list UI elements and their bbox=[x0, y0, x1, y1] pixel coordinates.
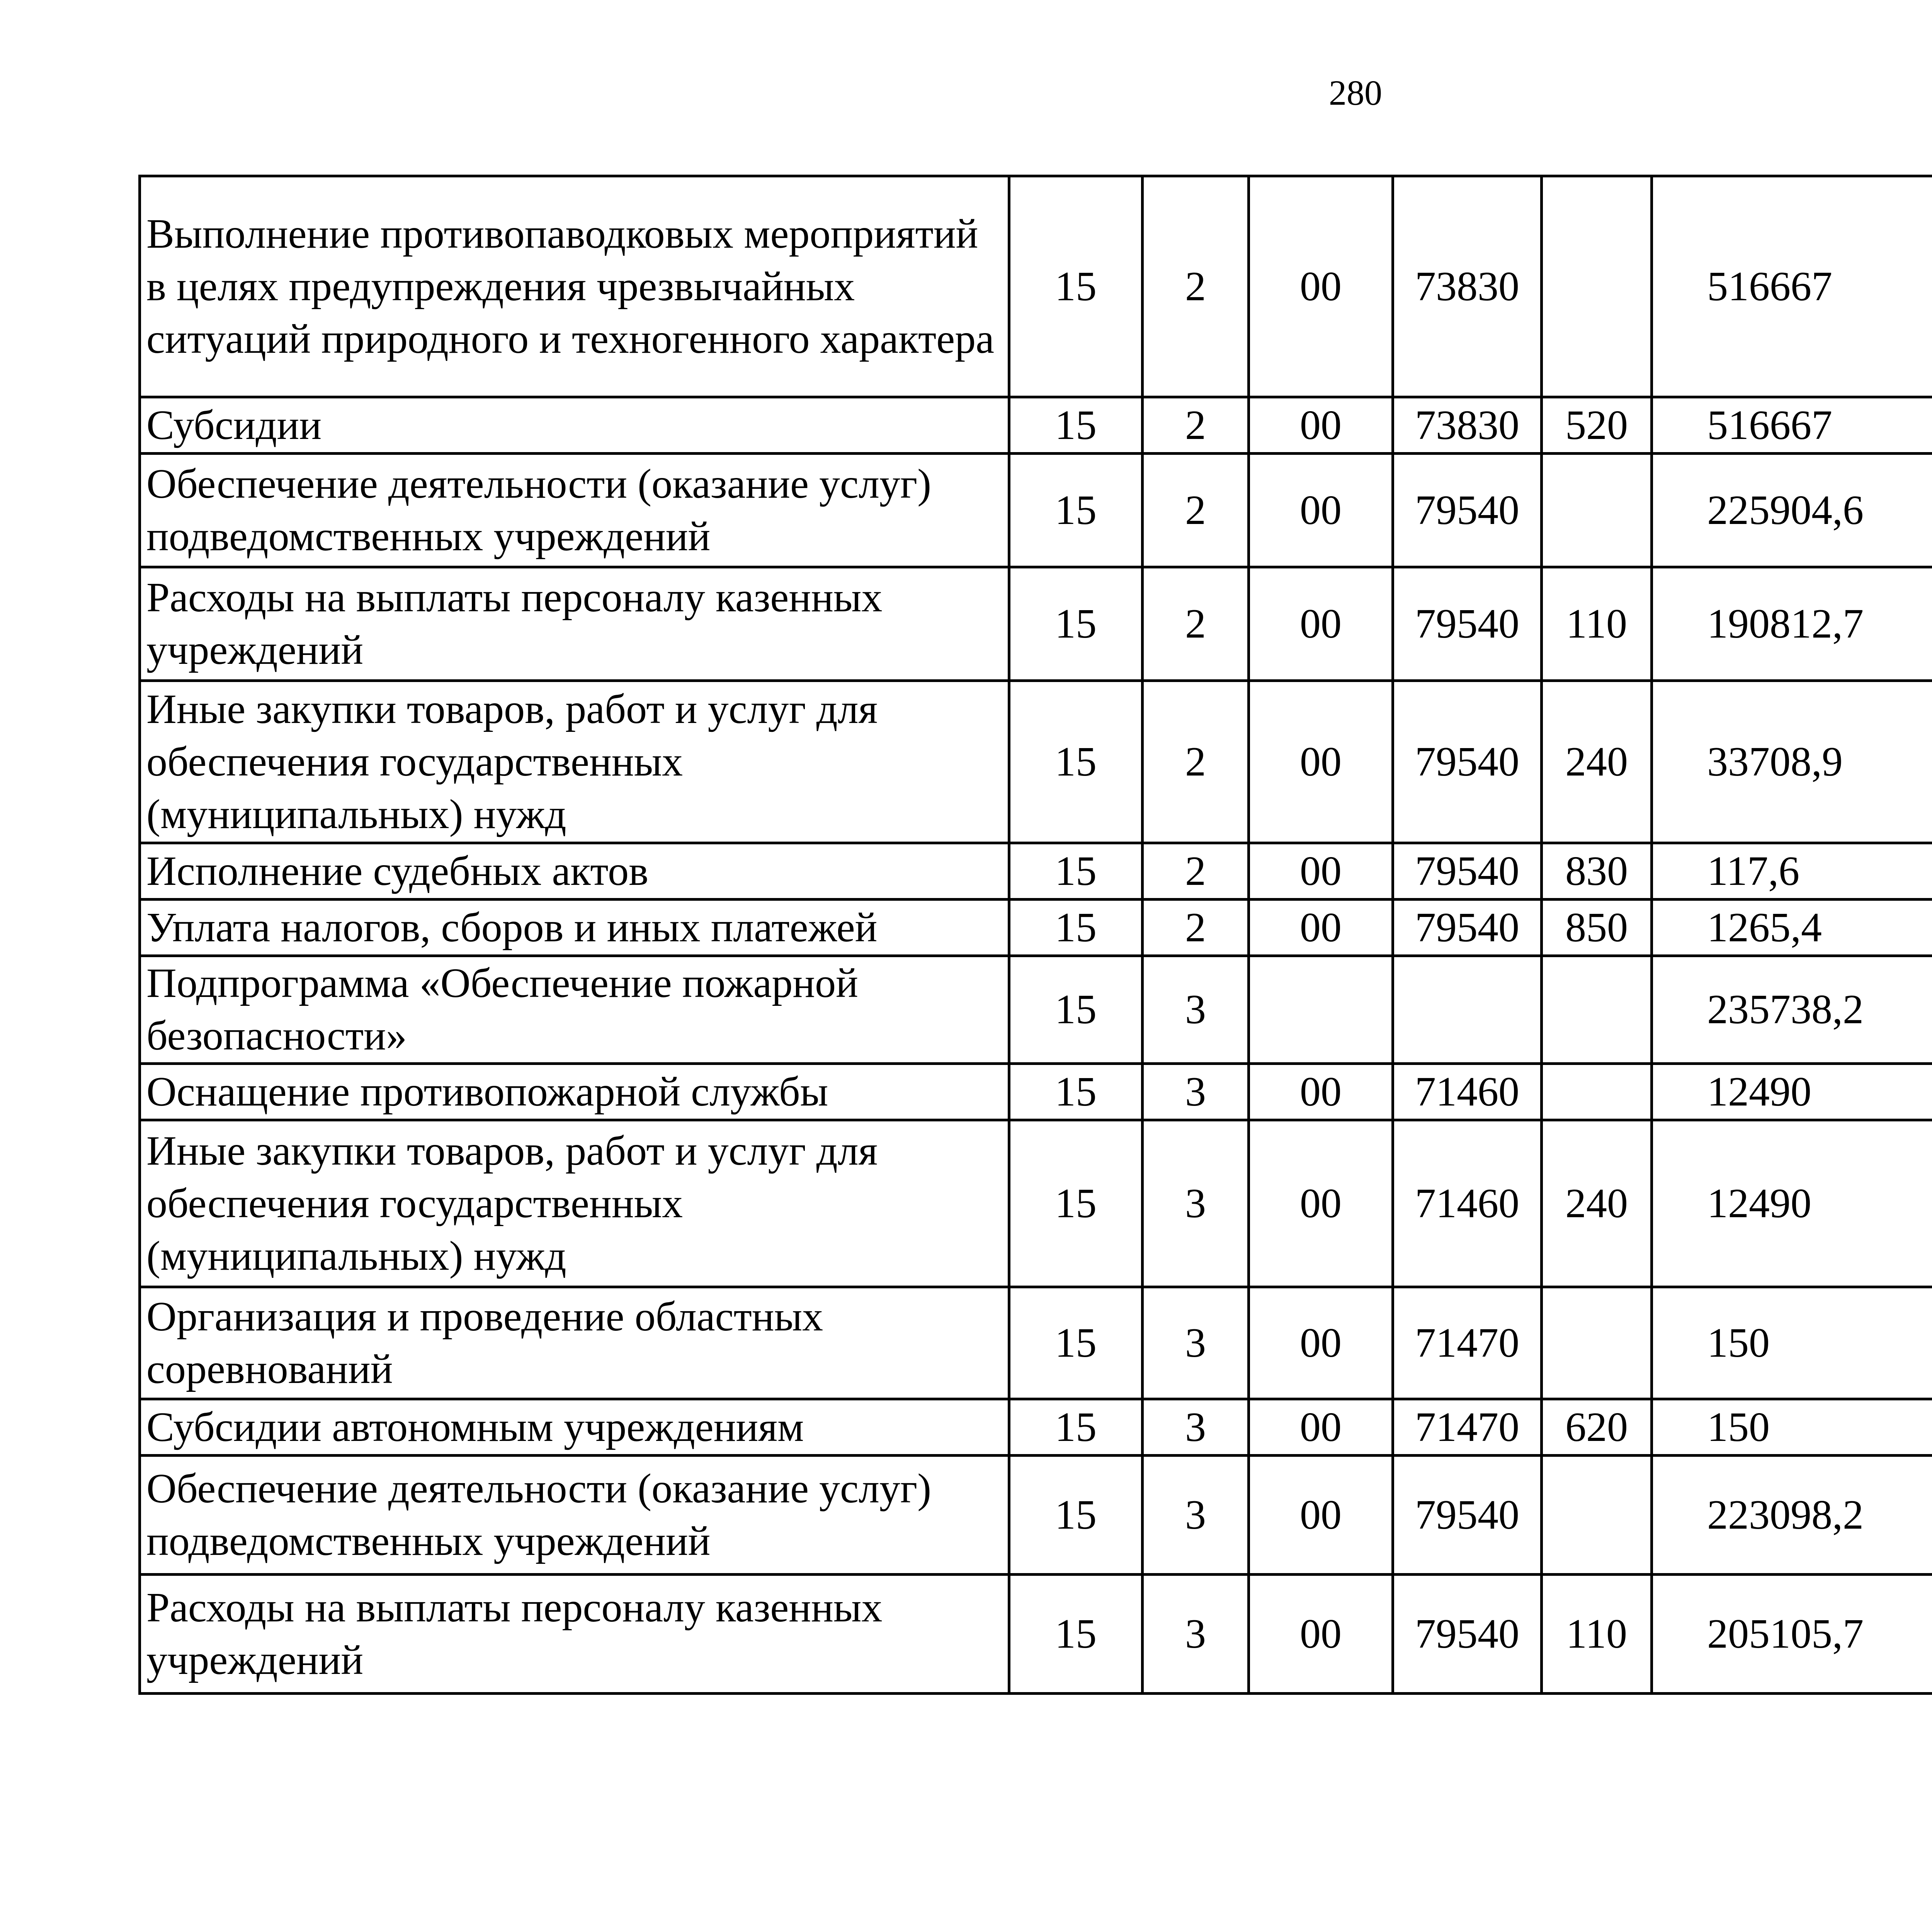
expense-code-cell: 71470 bbox=[1393, 1399, 1542, 1456]
expense-code-cell: 71470 bbox=[1393, 1287, 1542, 1399]
table-row bbox=[140, 1399, 1932, 1456]
expense-code-cell: 79540 bbox=[1393, 681, 1542, 843]
direction-code-cell: 00 bbox=[1249, 1287, 1393, 1399]
table-row bbox=[140, 1575, 1932, 1694]
direction-code-cell: 00 bbox=[1249, 1399, 1393, 1456]
subprogram-code-cell: 3 bbox=[1143, 956, 1249, 1064]
program-code-cell: 15 bbox=[1009, 1064, 1143, 1120]
amount-year-1-cell: 516667 bbox=[1652, 176, 1932, 397]
expense-type-cell bbox=[1542, 956, 1652, 1064]
expense-type-cell: 520 bbox=[1542, 397, 1652, 454]
program-code-cell: 15 bbox=[1009, 681, 1143, 843]
table-row bbox=[140, 1120, 1932, 1287]
program-code-cell: 15 bbox=[1009, 843, 1143, 900]
expense-code-cell: 79540 bbox=[1393, 1575, 1542, 1694]
program-code-cell: 15 bbox=[1009, 176, 1143, 397]
row-name-cell: Субсидии bbox=[140, 397, 1009, 454]
program-code-cell: 15 bbox=[1009, 1120, 1143, 1287]
direction-code-cell: 00 bbox=[1249, 176, 1393, 397]
row-name-cell: Оснащение противопожарной службы bbox=[140, 1064, 1009, 1120]
amount-year-1-cell: 117,6 bbox=[1652, 843, 1932, 900]
subprogram-code-cell: 2 bbox=[1143, 454, 1249, 567]
row-name-cell: Организация и проведение областных соревнований bbox=[140, 1287, 1009, 1399]
expense-type-cell: 850 bbox=[1542, 900, 1652, 956]
amount-year-1-cell: 205105,7 bbox=[1652, 1575, 1932, 1694]
table-body bbox=[140, 176, 1932, 1694]
row-name-cell: Обеспечение деятельности (оказание услуг) подведомственных учреждений bbox=[140, 454, 1009, 567]
direction-code-cell bbox=[1249, 956, 1393, 1064]
direction-code-cell: 00 bbox=[1249, 900, 1393, 956]
page-number: 280 bbox=[1329, 73, 1382, 112]
budget-table bbox=[138, 175, 1932, 1695]
program-code-cell: 15 bbox=[1009, 1287, 1143, 1399]
subprogram-code-cell: 2 bbox=[1143, 176, 1249, 397]
program-code-cell: 15 bbox=[1009, 1575, 1143, 1694]
direction-code-cell: 00 bbox=[1249, 1456, 1393, 1575]
expense-code-cell: 79540 bbox=[1393, 567, 1542, 681]
amount-year-1-cell: 223098,2 bbox=[1652, 1456, 1932, 1575]
amount-year-1-cell: 1265,4 bbox=[1652, 900, 1932, 956]
row-name-cell: Расходы на выплаты персоналу казенных учреждений bbox=[140, 1575, 1009, 1694]
table-row bbox=[140, 1287, 1932, 1399]
direction-code-cell: 00 bbox=[1249, 843, 1393, 900]
row-name-cell: Уплата налогов, сборов и иных платежей bbox=[140, 900, 1009, 956]
program-code-cell: 15 bbox=[1009, 900, 1143, 956]
table-row bbox=[140, 900, 1932, 956]
row-name-cell: Иные закупки товаров, работ и услуг для обеспечения государственных (муниципальных) нужд bbox=[140, 1120, 1009, 1287]
direction-code-cell: 00 bbox=[1249, 454, 1393, 567]
program-code-cell: 15 bbox=[1009, 567, 1143, 681]
subprogram-code-cell: 3 bbox=[1143, 1456, 1249, 1575]
amount-year-1-cell: 12490 bbox=[1652, 1120, 1932, 1287]
expense-type-cell bbox=[1542, 1287, 1652, 1399]
row-name-cell: Обеспечение деятельности (оказание услуг) подведомственных учреждений bbox=[140, 1456, 1009, 1575]
table-row bbox=[140, 1064, 1932, 1120]
subprogram-code-cell: 3 bbox=[1143, 1575, 1249, 1694]
expense-type-cell: 830 bbox=[1542, 843, 1652, 900]
expense-type-cell: 110 bbox=[1542, 567, 1652, 681]
row-name-cell: Подпрограмма «Обеспечение пожарной безопасности» bbox=[140, 956, 1009, 1064]
subprogram-code-cell: 2 bbox=[1143, 843, 1249, 900]
program-code-cell: 15 bbox=[1009, 1456, 1143, 1575]
subprogram-code-cell: 3 bbox=[1143, 1064, 1249, 1120]
expense-code-cell: 79540 bbox=[1393, 454, 1542, 567]
expense-code-cell: 73830 bbox=[1393, 176, 1542, 397]
direction-code-cell: 00 bbox=[1249, 1120, 1393, 1287]
row-name-cell: Исполнение судебных актов bbox=[140, 843, 1009, 900]
expense-code-cell: 71460 bbox=[1393, 1064, 1542, 1120]
direction-code-cell: 00 bbox=[1249, 397, 1393, 454]
row-name-cell: Иные закупки товаров, работ и услуг для обеспечения государственных (муниципальных) нужд bbox=[140, 681, 1009, 843]
program-code-cell: 15 bbox=[1009, 454, 1143, 567]
table-row bbox=[140, 397, 1932, 454]
table-row bbox=[140, 843, 1932, 900]
subprogram-code-cell: 3 bbox=[1143, 1399, 1249, 1456]
row-name-cell: Расходы на выплаты персоналу казенных учреждений bbox=[140, 567, 1009, 681]
program-code-cell: 15 bbox=[1009, 1399, 1143, 1456]
amount-year-1-cell: 235738,2 bbox=[1652, 956, 1932, 1064]
subprogram-code-cell: 2 bbox=[1143, 900, 1249, 956]
table-row bbox=[140, 176, 1932, 397]
amount-year-1-cell: 516667 bbox=[1652, 397, 1932, 454]
expense-code-cell: 79540 bbox=[1393, 843, 1542, 900]
direction-code-cell: 00 bbox=[1249, 681, 1393, 843]
row-name-cell: Субсидии автономным учреждениям bbox=[140, 1399, 1009, 1456]
amount-year-1-cell: 12490 bbox=[1652, 1064, 1932, 1120]
subprogram-code-cell: 3 bbox=[1143, 1287, 1249, 1399]
expense-type-cell: 110 bbox=[1542, 1575, 1652, 1694]
expense-type-cell: 620 bbox=[1542, 1399, 1652, 1456]
table-row bbox=[140, 567, 1932, 681]
subprogram-code-cell: 2 bbox=[1143, 567, 1249, 681]
expense-type-cell bbox=[1542, 1456, 1652, 1575]
expense-code-cell bbox=[1393, 956, 1542, 1064]
subprogram-code-cell: 3 bbox=[1143, 1120, 1249, 1287]
expense-type-cell: 240 bbox=[1542, 1120, 1652, 1287]
direction-code-cell: 00 bbox=[1249, 567, 1393, 681]
direction-code-cell: 00 bbox=[1249, 1064, 1393, 1120]
table-row bbox=[140, 454, 1932, 567]
expense-type-cell bbox=[1542, 454, 1652, 567]
expense-code-cell: 73830 bbox=[1393, 397, 1542, 454]
amount-year-1-cell: 33708,9 bbox=[1652, 681, 1932, 843]
amount-year-1-cell: 190812,7 bbox=[1652, 567, 1932, 681]
expense-type-cell bbox=[1542, 176, 1652, 397]
row-name-cell: Выполнение противопаводковых мероприятий в целях предупреждения чрезвычайных ситуаций природного и техногенного характера bbox=[140, 176, 1009, 397]
amount-year-1-cell: 150 bbox=[1652, 1287, 1932, 1399]
subprogram-code-cell: 2 bbox=[1143, 681, 1249, 843]
expense-code-cell: 79540 bbox=[1393, 900, 1542, 956]
program-code-cell: 15 bbox=[1009, 956, 1143, 1064]
expense-type-cell: 240 bbox=[1542, 681, 1652, 843]
table-row bbox=[140, 681, 1932, 843]
amount-year-1-cell: 150 bbox=[1652, 1399, 1932, 1456]
direction-code-cell: 00 bbox=[1249, 1575, 1393, 1694]
expense-code-cell: 79540 bbox=[1393, 1456, 1542, 1575]
expense-code-cell: 71460 bbox=[1393, 1120, 1542, 1287]
expense-type-cell bbox=[1542, 1064, 1652, 1120]
table-row bbox=[140, 956, 1932, 1064]
table-row bbox=[140, 1456, 1932, 1575]
subprogram-code-cell: 2 bbox=[1143, 397, 1249, 454]
amount-year-1-cell: 225904,6 bbox=[1652, 454, 1932, 567]
program-code-cell: 15 bbox=[1009, 397, 1143, 454]
